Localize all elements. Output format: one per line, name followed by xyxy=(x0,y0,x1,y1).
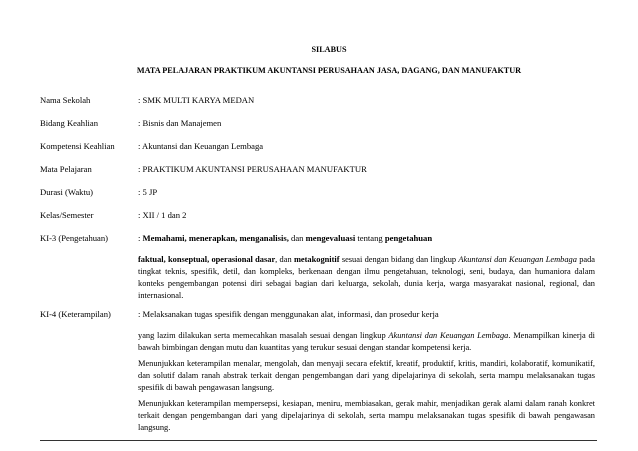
ki3-text-and: dan xyxy=(288,233,306,243)
ki3-p-bold-2: metakognitif xyxy=(293,255,340,264)
field-label: Durasi (Waktu) xyxy=(40,187,94,197)
ki3-text-about: tentang xyxy=(355,233,385,243)
ki4-paragraph-1 xyxy=(138,330,595,354)
ki4-p1-text-a: yang lazim dilakukan serta memecahkan masalah sesuai dengan lingkup xyxy=(138,331,389,340)
ki4-paragraph-3: Menunjukkan keterampilan mempersepsi, kesiapan, meniru, membiasakan, gerak mahir, menjadikan gerak alami dalam ranah konkret terkait dengan pengembangan dari yang dipelajarinya di sekolah, serta mampu melaksanakan tugas spesifik di bawah pengawasan langsung. xyxy=(138,399,595,432)
field-value: : Akuntansi dan Keuangan Lembaga xyxy=(138,141,264,151)
field-label: Bidang Keahlian xyxy=(40,118,98,128)
field-label: Kompetensi Keahlian xyxy=(40,141,115,151)
document-subtitle: MATA PELAJARAN PRAKTIKUM AKUNTANSI PERUSAHAAN JASA, DAGANG, DAN MANUFAKTUR xyxy=(136,66,522,75)
ki3-p-text-3: pada tingkat teknis, spesifik, detil, dan kompleks, berkenaan dengan ilmu pengetahuan, teknologi, seni, budaya, dan humaniora dalam konteks pengembangan potensi diri sebagai bagian dari keluarga, sekolah, dunia kerja, warga masyarakat nasional, regional, dan internasional. xyxy=(138,255,596,300)
ki4-p1-text-b: . Menampilkan kinerja di bawah bimbingan dengan mutu dan kuantitas yang terukur sesuai dengan standar kompetensi kerja. xyxy=(138,331,595,352)
ki3-knowledge: pengetahuan xyxy=(384,233,433,243)
ki3-p-italic: Akuntansi dan Keuangan Lembaga xyxy=(458,255,577,264)
ki4-p1-italic: Akuntansi dan Keuangan Lembaga xyxy=(388,331,509,340)
document-title: SILABUS xyxy=(311,45,347,54)
ki3-verbs: Memahami, menerapkan, menganalisis, xyxy=(142,233,289,243)
ki3-value xyxy=(138,233,608,245)
ki4-paragraph-2: Menunjukkan keterampilan menalar, mengolah, dan menyaji secara efektif, kreatif, produktif, kritis, mandiri, kolaboratif, komunikatif, dan solutif dalam ranah abstrak terkait dengan pengembangan dari yang dipelajarinya di sekolah, serta mampu melaksanakan tugas spesifik di bawah pengawasan langsung. xyxy=(138,359,595,392)
ki4-value: : Melaksanakan tugas spesifik dengan menggunakan alat, informasi, dan prosedur kerja xyxy=(138,309,439,319)
ki3-p-text-2: sesuai dengan bidang dan lingkup xyxy=(339,255,459,264)
ki4-label: KI-4 (Keterampilan) xyxy=(40,309,111,319)
field-value: : 5 JP xyxy=(138,187,158,197)
ki3-label: KI-3 (Pengetahuan) xyxy=(40,233,109,243)
ki3-p-bold-1: faktual, konseptual, operasional dasar xyxy=(138,255,276,264)
field-label: Kelas/Semester xyxy=(40,210,94,220)
ki3-paragraph xyxy=(138,254,595,302)
field-label: Nama Sekolah xyxy=(40,95,91,105)
field-value: : Bisnis dan Manajemen xyxy=(138,118,222,128)
field-value: : SMK MULTI KARYA MEDAN xyxy=(138,95,255,105)
field-value: : PRAKTIKUM AKUNTANSI PERUSAHAAN MANUFAKTUR xyxy=(138,164,367,174)
field-value: : XII / 1 dan 2 xyxy=(138,210,187,220)
ki3-colon: : xyxy=(138,233,143,243)
bottom-divider xyxy=(40,440,597,441)
ki3-verb-evaluate: mengevaluasi xyxy=(305,233,356,243)
ki3-p-text-1: , dan xyxy=(275,255,294,264)
field-label: Mata Pelajaran xyxy=(40,164,92,174)
